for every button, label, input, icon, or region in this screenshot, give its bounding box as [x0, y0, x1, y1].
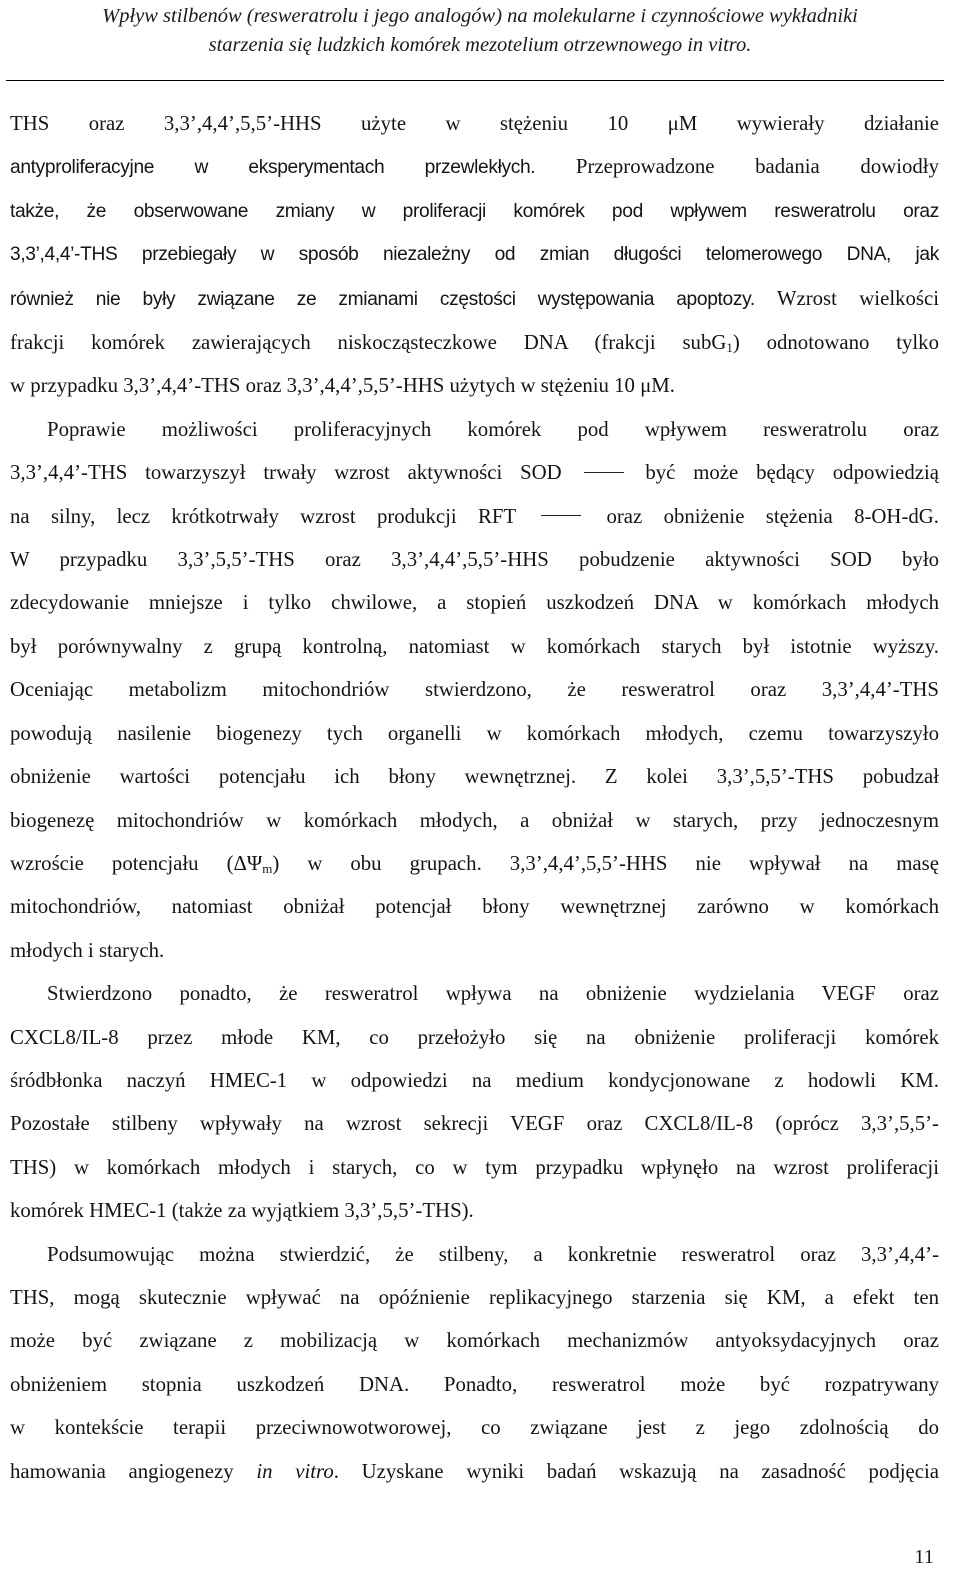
text-line: komórek HMEC-1 (także za wyjątkiem 3,3’,5,5’-THS).: [10, 1199, 474, 1223]
text-span: Wzrost wielkości: [776, 286, 939, 310]
text-line: był porównywalny z grupą kontrolną, natomiast w komórkach starych był istotnie wyższy.: [10, 634, 939, 658]
text-line: Pozostałe stilbeny wpływały na wzrost sekrecji VEGF oraz CXCL8/IL-8 (oprócz 3,3’,5,5’-: [10, 1112, 939, 1136]
text-line: CXCL8/IL-8 przez młode KM, co przełożyło się na obniżenie proliferacji komórek: [10, 1025, 939, 1049]
text-line: [10, 451, 939, 494]
text-line: powodują nasilenie biogenezy tych organelli w komórkach młodych, czemu towarzyszyło: [10, 721, 939, 745]
subscript: m: [262, 860, 273, 876]
subscript: 1: [726, 340, 733, 356]
text-line: Stwierdzono ponadto, że resweratrol wpływa na obniżenie wydzielania VEGF oraz: [47, 982, 939, 1006]
text-line: obniżenie wartości potencjału ich błony wewnętrznej. Z kolei 3,3’,5,5’-THS pobudzał: [10, 765, 939, 789]
text-span: hamowania angiogenezy: [10, 1459, 234, 1483]
text-line: śródbłonka naczyń HMEC-1 w odpowiedzi na medium kondycjonowane z hodowli KM.: [10, 1068, 939, 1092]
text-line: [10, 495, 939, 538]
text-line: THS, mogą skutecznie wpływać na opóźnienie replikacyjnego starzenia się KM, a efekt ten: [10, 1285, 939, 1309]
text-line: THS) w komórkach młodych i starych, co w tym przypadku wpłynęło na wzrost proliferacji: [10, 1155, 939, 1179]
text-span: również nie były związane ze zmianami częstości występowania apoptozy.: [10, 288, 755, 310]
text-line: może być związane z mobilizacją w komórkach mechanizmów antyoksydacyjnych oraz: [10, 1329, 939, 1353]
text-span: Przeprowadzone badania dowiodły: [575, 155, 939, 179]
text-line: mitochondriów, natomiast obniżał potencjał błony wewnętrznej zarówno w komórkach: [10, 895, 939, 919]
text-line: [10, 145, 939, 189]
em-dash: [541, 515, 581, 516]
header-line-1: Wpływ stilbenów (resweratrolu i jego analogów) na molekularne i czynnościowe wykładniki: [102, 5, 858, 27]
text-span: 3,3’,4,4’-THS towarzyszył trwały wzrost aktywności SOD: [10, 461, 562, 485]
text-line: Podsumowując można stwierdzić, że stilbeny, a konkretnie resweratrol oraz 3,3’,4,4’-: [47, 1242, 939, 1266]
text-span: wzroście potencjału (ΔΨ: [10, 851, 263, 875]
text-line: młodych i starych.: [10, 938, 165, 962]
text-span: oraz obniżenie stężenia 8-OH-dG.: [606, 504, 939, 528]
text-span: frakcji komórek zawierających niskocząsteczkowe DNA (frakcji subG: [10, 331, 727, 355]
text-line: [10, 321, 939, 364]
text-line: Poprawie możliwości proliferacyjnych komórek pod wpływem resweratrolu oraz: [47, 417, 939, 441]
text-line: w kontekście terapii przeciwnowotworowej, co związane jest z jego zdolnością do: [10, 1416, 939, 1440]
text-span: . Uzyskane wyniki badań wskazują na zasadność podjęcia: [333, 1459, 940, 1483]
header-line-2: starzenia się ludzkich komórek mezotelium otrzewnowego in vitro.: [208, 34, 752, 56]
em-dash: [584, 472, 624, 473]
text-line: [10, 277, 939, 321]
text-span: być może będący odpowiedzią: [645, 461, 940, 485]
header-divider: [6, 80, 944, 81]
text-line: w przypadku 3,3’,4,4’-THS oraz 3,3’,4,4’,5,5’-HHS użytych w stężeniu 10 μM.: [10, 374, 675, 398]
text-line: zdecydowanie mniejsze i tylko chwilowe, a stopień uszkodzeń DNA w komórkach młodych: [10, 591, 939, 615]
text-line: Oceniając metabolizm mitochondriów stwierdzono, że resweratrol oraz 3,3’,4,4’-THS: [10, 678, 939, 702]
text-line: W przypadku 3,3’,5,5’-THS oraz 3,3’,4,4’,5,5’-HHS pobudzenie aktywności SOD było: [10, 548, 939, 572]
text-line: [10, 1450, 939, 1493]
text-line: THS oraz 3,3’,4,4’,5,5’-HHS użyte w stężeniu 10 μM wywierały działanie: [10, 112, 939, 135]
text-line: obniżeniem stopnia uszkodzeń DNA. Ponadto, resweratrol może być rozpatrywany: [10, 1372, 939, 1396]
page-number: 11: [914, 1546, 934, 1568]
italic-span: in vitro: [256, 1459, 334, 1483]
text-line: biogenezę mitochondriów w komórkach młodych, a obniżał w starych, przy jednoczesnym: [10, 808, 939, 832]
text-line: także, że obserwowane zmiany w proliferacji komórek pod wpływem resweratrolu oraz: [10, 200, 939, 222]
body-text: [10, 102, 939, 1493]
text-span: ) odnotowano tylko: [732, 331, 939, 355]
running-header: [0, 2, 960, 60]
text-span: na silny, lecz krótkotrwały wzrost produkcji RFT: [10, 504, 516, 528]
text-span: antyproliferacyjne w eksperymentach przewlekłych.: [10, 157, 536, 179]
text-line: 3,3’,4,4’-THS przebiegały w sposób niezależny od zmian długości telomerowego DNA, jak: [10, 244, 939, 266]
text-span: ) w obu grupach. 3,3’,4,4’,5,5’-HHS nie wpływał na masę: [272, 851, 939, 875]
text-line: [10, 842, 939, 885]
